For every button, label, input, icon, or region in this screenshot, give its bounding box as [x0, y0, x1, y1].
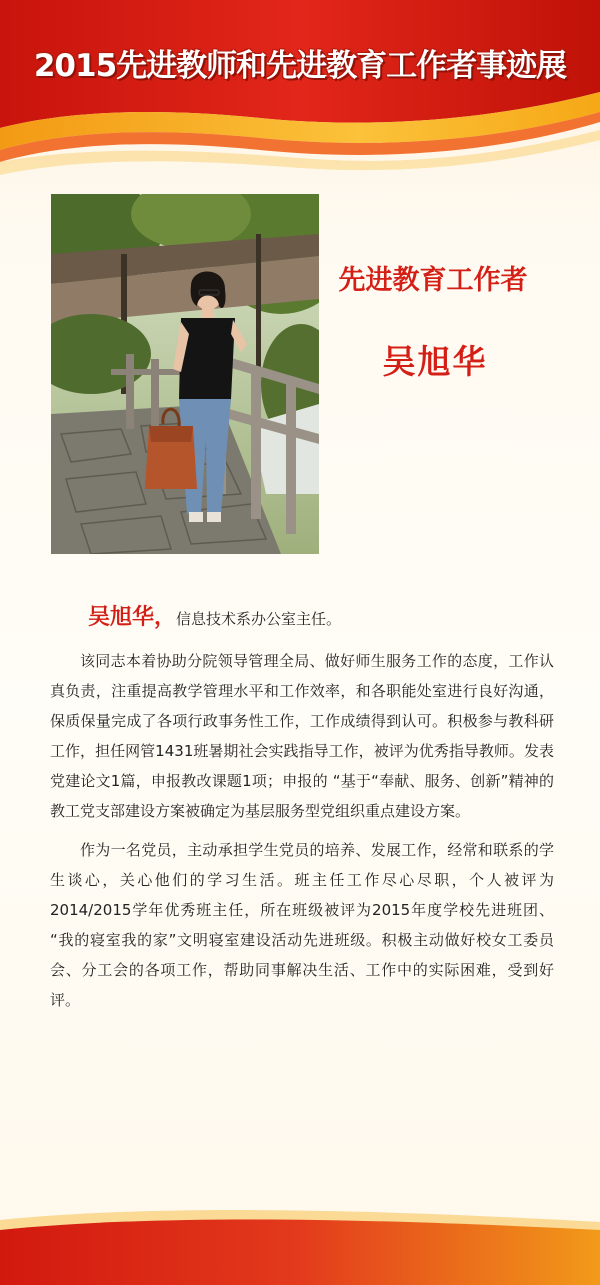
person-name-heading: 吴旭华	[382, 342, 488, 381]
footer-band	[0, 1200, 600, 1285]
award-title: 先进教育工作者	[338, 265, 528, 296]
portrait-photo	[51, 194, 319, 554]
paragraph-party: 作为一名党员，主动承担学生党员的培养、发展工作，经常和联系的学生谈心，关心他们的学习生活。班主任工作尽心尽职，个人被评为2014/2015学年优秀班主任，所在班级被评为2015年度学校先进班团、 “我的寝室我的家”文明寝室建设活动先进班级。积极主动做好校女工委员会、分工会的各项工作，帮助同事解决生活、工作中的实际困难，受到好评。	[50, 841, 554, 1009]
article-body	[50, 600, 554, 1024]
footer-wave-graphic	[0, 1200, 600, 1285]
intro-name: 吴旭华，	[88, 605, 177, 630]
intro-line	[50, 600, 554, 640]
header-banner	[0, 0, 600, 175]
portrait-photo-icon	[51, 194, 319, 554]
page-title: 2015先进教师和先进教育工作者事迹展	[33, 48, 567, 84]
intro-position: 信息技术系办公室主任。	[176, 610, 342, 628]
banner-wave-graphic	[0, 0, 600, 175]
paragraph-work: 该同志本着协助分院领导管理全局、做好师生服务工作的态度，工作认真负责，注重提高教学管理水平和工作效率，和各职能处室进行良好沟通，保质保量完成了各项行政事务性工作，工作成绩得到认可。积极参与教科研工作，担任网管1431班暑期社会实践指导工作，被评为优秀指导教师。发表党建论文1篇，申报教改课题1项；申报的 “基于“奉献、服务、创新”精神的教工党支部建设方案被确定为基层服务型党组织重点建设方案。	[50, 652, 554, 820]
